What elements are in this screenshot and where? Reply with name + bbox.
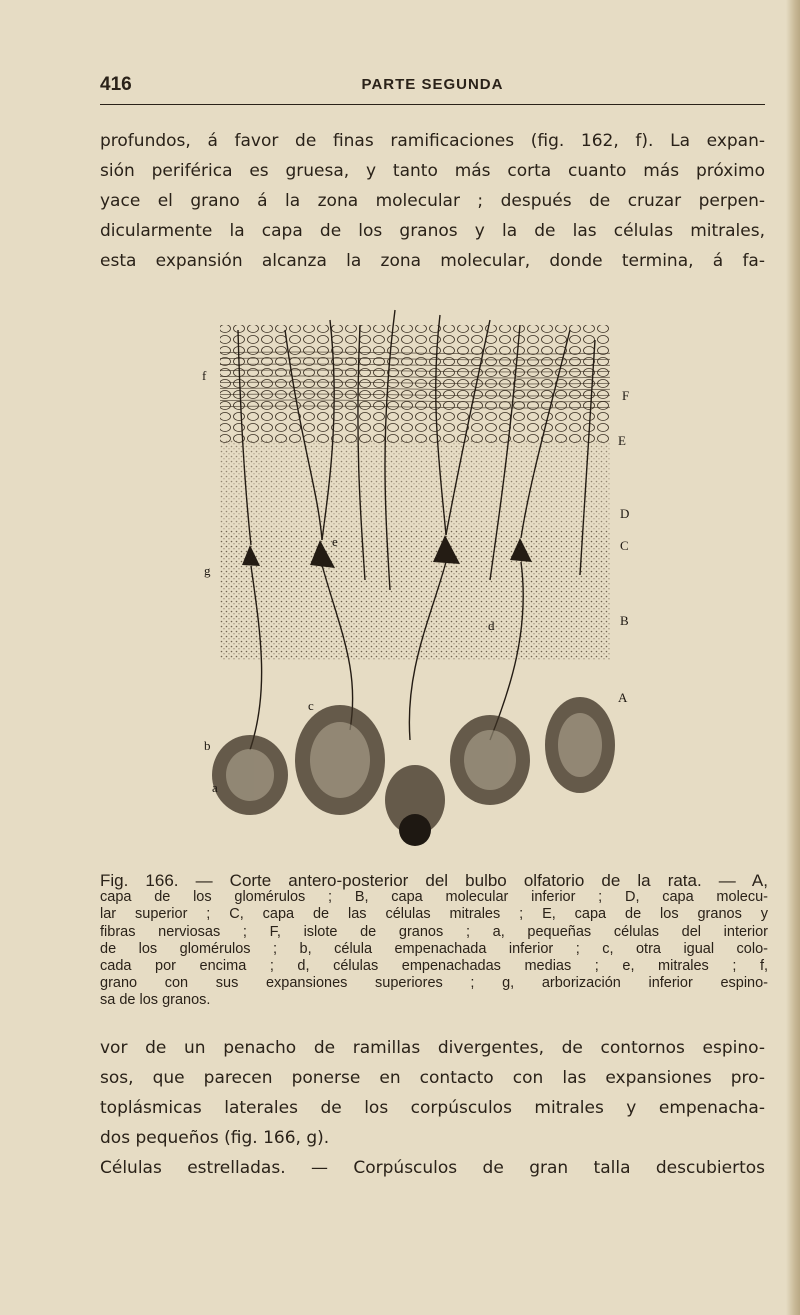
text-line: esta expansión alcanza la zona molecular, donde termina, á fa- bbox=[100, 251, 765, 271]
figure-label-b: b bbox=[204, 738, 211, 753]
figure-caption bbox=[100, 872, 768, 1010]
figure-label-D: D bbox=[620, 506, 630, 521]
figure-label-B: B bbox=[620, 613, 629, 628]
text-line: toplásmicas laterales de los corpúsculos mitrales y empenacha- bbox=[100, 1098, 765, 1118]
caption-line: Fig. 166. — Corte antero-posterior del bulbo olfatorio de la rata. — A, bbox=[100, 871, 768, 890]
text-line: yace el grano á la zona molecular ; después de cruzar perpen- bbox=[100, 191, 765, 211]
text-line: profundos, á favor de finas ramificaciones (fig. 162, f). La expan- bbox=[100, 131, 765, 151]
figure-label-a: a bbox=[212, 780, 218, 795]
caption-line: de los glomérulos ; b, célula empenachada inferior ; c, otra igual colo- bbox=[100, 940, 768, 957]
page-number: 416 bbox=[100, 74, 132, 95]
caption-line: cada por encima ; d, células empenachadas medias ; e, mitrales ; f, bbox=[100, 958, 768, 975]
text-line: sión periférica es gruesa, y tanto más corta cuanto más próximo bbox=[100, 161, 765, 181]
inner-molecular-layer bbox=[220, 440, 610, 530]
figure-label-c: c bbox=[308, 698, 314, 713]
text-line: dicularmente la capa de los granos y la de las células mitrales, bbox=[100, 221, 765, 241]
figure-illustration bbox=[190, 290, 630, 860]
text-line: Células estrelladas. — Corpúsculos de gran talla descubiertos bbox=[100, 1158, 765, 1178]
caption-line: capa de los glomérulos ; B, capa molecular inferior ; D, capa molecu- bbox=[100, 889, 768, 906]
running-head bbox=[100, 74, 765, 105]
caption-line: grano con sus expansiones superiores ; g, arborización inferior espino- bbox=[100, 975, 768, 992]
figure-label-f: f bbox=[202, 368, 207, 383]
figure-label-d: d bbox=[488, 618, 495, 633]
caption-line: fibras nerviosas ; F, islote de granos ; a, pequeñas células del interior bbox=[100, 923, 768, 940]
caption-line: lar superior ; C, capa de las células mitrales ; E, capa de los granos y bbox=[100, 906, 768, 923]
text-line: dos pequeños (fig. 166, g). bbox=[100, 1128, 330, 1148]
figure-label-C-layer: C bbox=[620, 538, 629, 553]
figure-label-F: F bbox=[622, 388, 630, 403]
figure-label-E: E bbox=[618, 433, 626, 448]
text-line: vor de un penacho de ramillas divergentes, de contornos espino- bbox=[100, 1038, 765, 1058]
figure-label-A: A bbox=[618, 690, 628, 705]
paragraph-2 bbox=[100, 1033, 765, 1183]
outer-molecular-layer bbox=[220, 530, 610, 660]
figure-label-g: g bbox=[204, 563, 211, 578]
dark-glomerulus bbox=[399, 814, 431, 846]
page-edge bbox=[786, 0, 800, 1315]
paragraph-1 bbox=[100, 126, 765, 276]
caption-line: sa de los granos. bbox=[100, 992, 211, 1009]
text-line: sos, que parecen ponerse en contacto con las expansiones pro- bbox=[100, 1068, 765, 1088]
figure-label-e: e bbox=[332, 534, 338, 549]
figure-olfactory-bulb bbox=[190, 290, 630, 860]
section-title: PARTE SEGUNDA bbox=[361, 76, 504, 93]
